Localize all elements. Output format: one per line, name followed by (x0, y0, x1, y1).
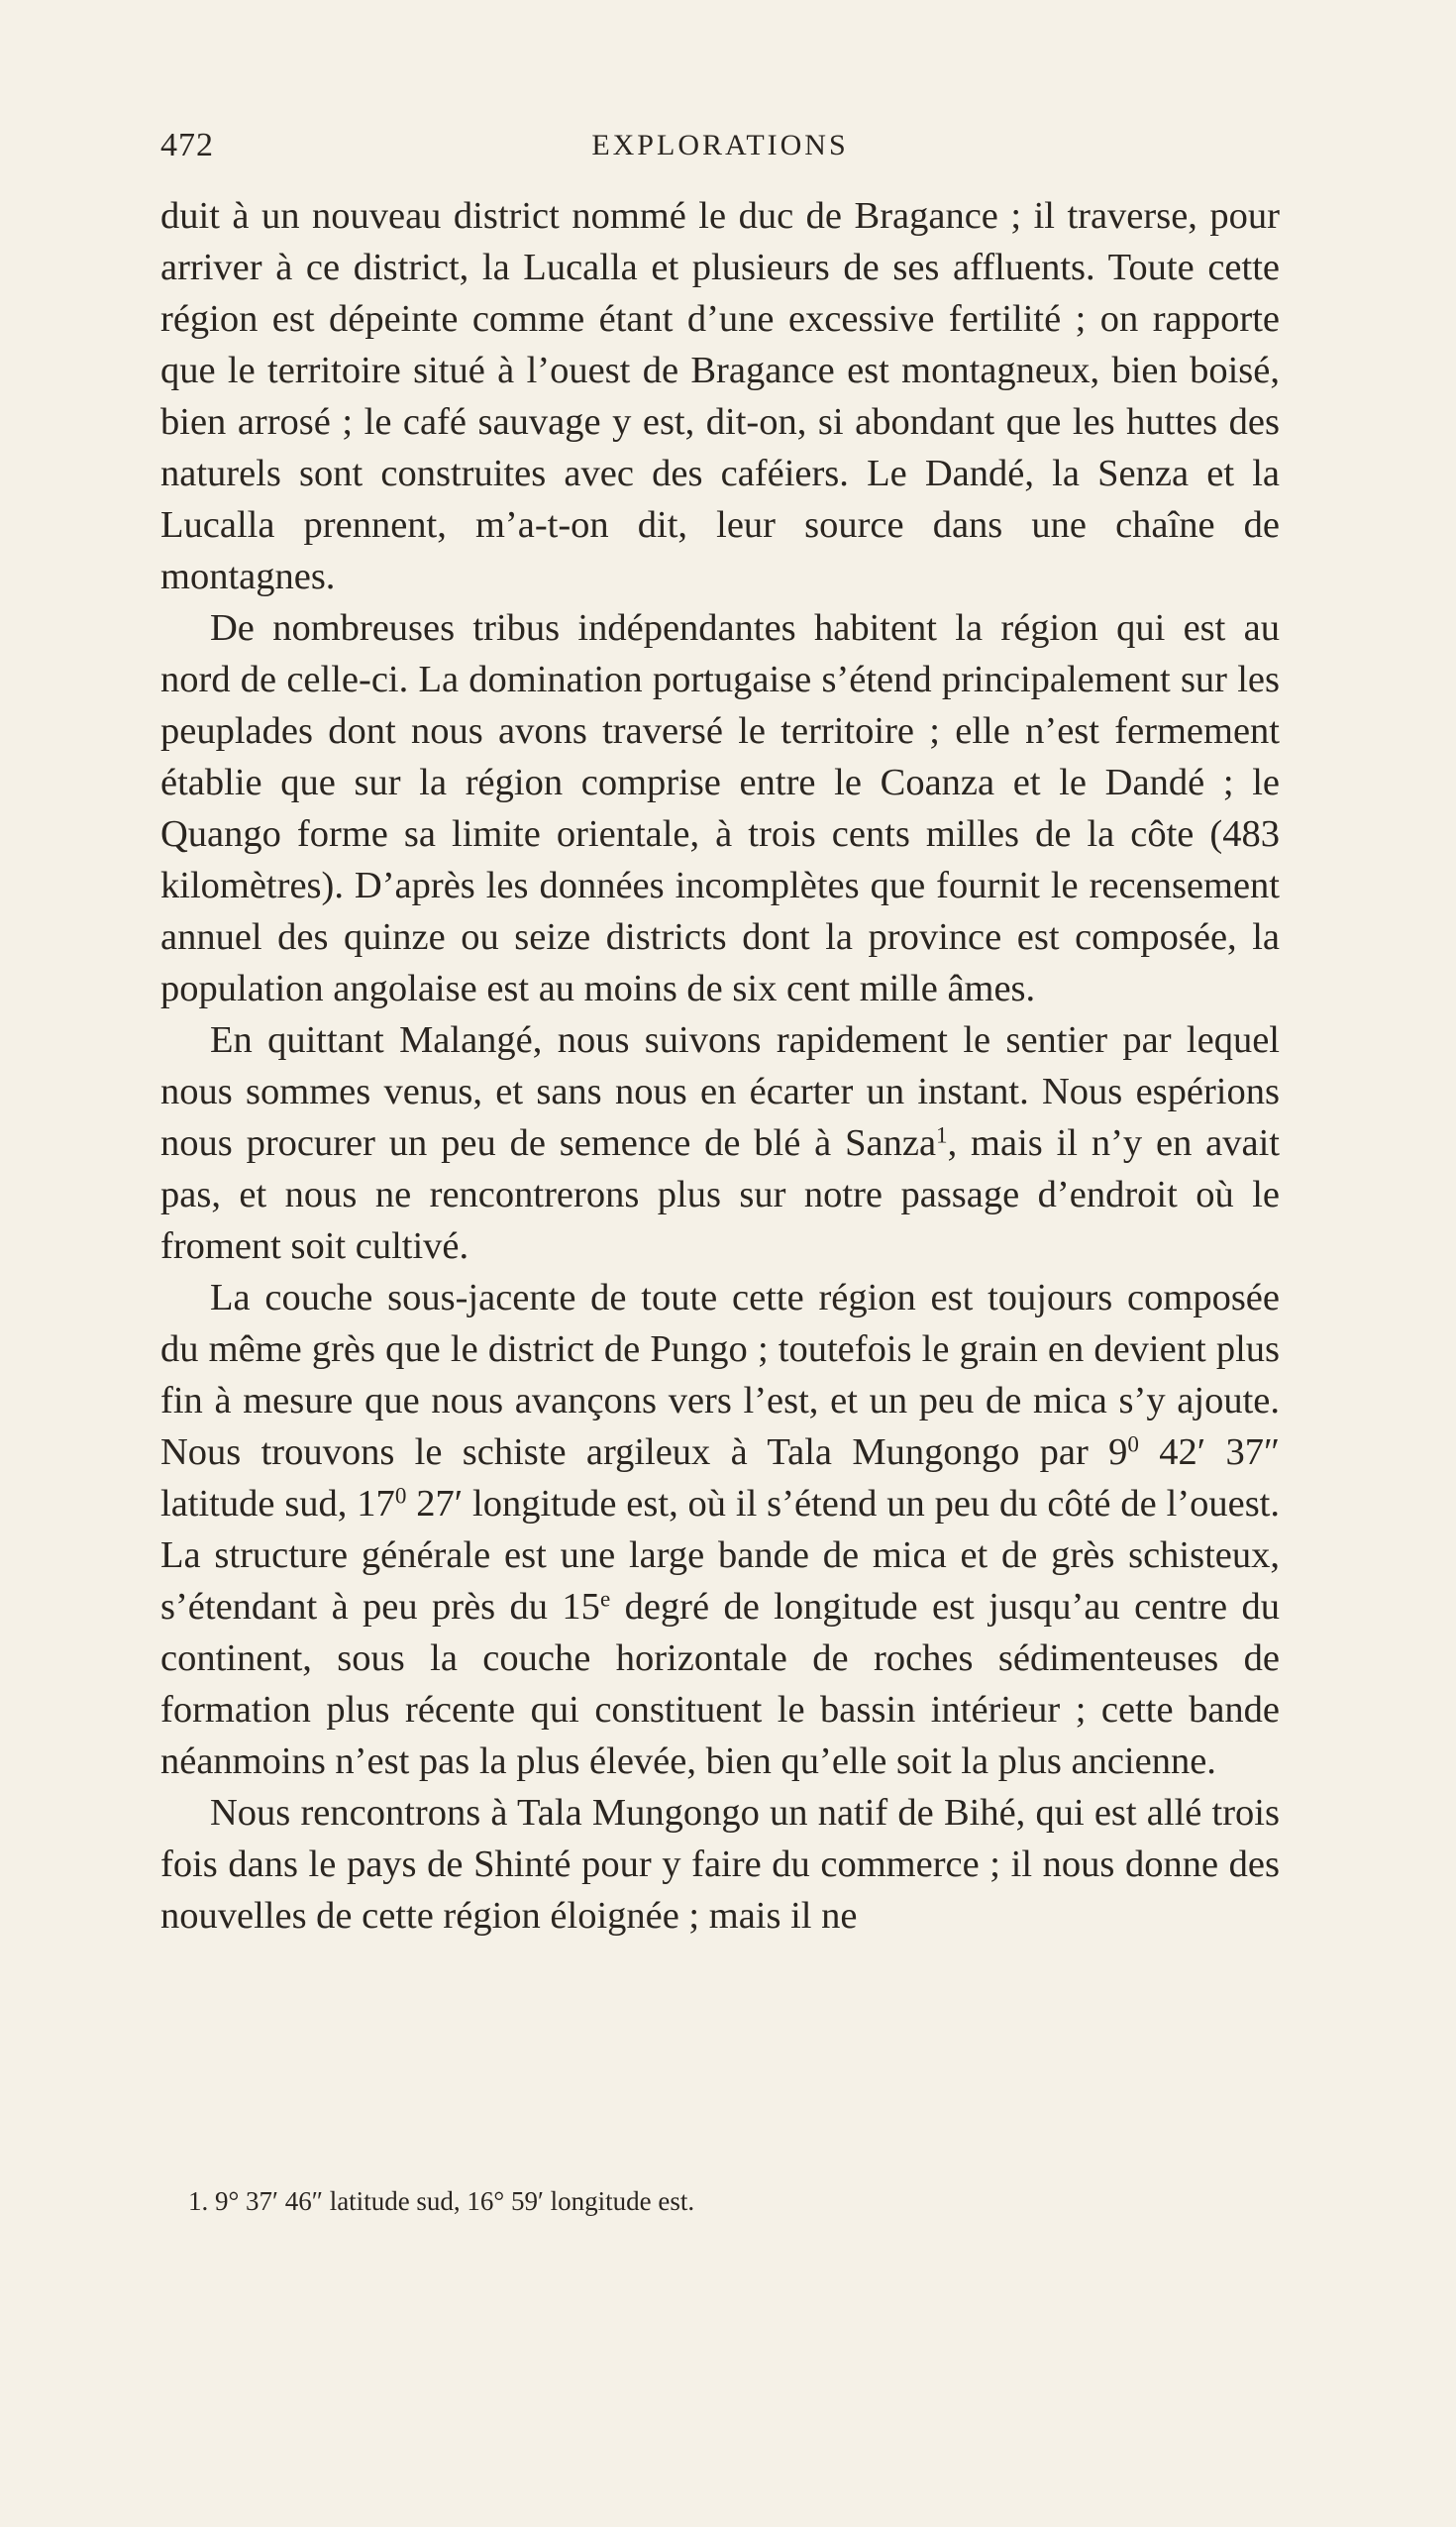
degree-mark: 0 (394, 1482, 407, 1509)
paragraph-2: De nombreuses tribus indépendantes habitent la région qui est au nord de celle-ci. La domination portugaise s’étend principalement sur les peuplades dont nous avons traversé le territoire ; elle n’est fermement établie que sur la région comprise entre le Coanza et le Dandé ; le Quango forme sa limite orientale, à trois cents milles de la côte (483 kilomètres). D’après les données incomplètes que fournit le recensement annuel des quinze ou seize districts dont la province est composée, la population angolaise est au moins de six cent mille âmes. (160, 607, 1280, 1009)
footnote (188, 2183, 1278, 2219)
running-title: EXPLORATIONS (591, 129, 849, 161)
degree-mark: 0 (1127, 1430, 1139, 1457)
paragraph-5: Nous rencontrons à Tala Mungongo un natif de Bihé, qui est allé trois fois dans le pays de Shinté pour y faire du commerce ; il nous donne des nouvelles de cette région éloignée ; mais il ne (160, 1792, 1280, 1937)
paragraph-3-text-b: , mais il n’y en avait pas, et nous ne rencontrerons plus sur notre passage d’endroit où le froment soit cultivé. (160, 1122, 1280, 1267)
paragraph-3 (160, 1014, 1280, 1272)
footnote-reference: 1 (936, 1121, 948, 1148)
page-header (160, 127, 1280, 170)
paragraph-1: duit à un nouveau district nommé le duc de Bragance ; il traverse, pour arriver à ce district, la Lucalla et plusieurs de ses affluents. Toute cette région est dépeinte comme étant d’une excessive fertilité ; on rapporte que le territoire situé à l’ouest de Bragance est montagneux, bien boisé, bien arrosé ; le café sauvage y est, dit-on, si abondant que les huttes des naturels sont construites avec des caféiers. Le Dandé, la Senza et la Lucalla prennent, m’a-t-on dit, leur source dans une chaîne de montagnes. (160, 195, 1280, 597)
ordinal-mark: e (599, 1585, 611, 1612)
footnote-number: 1. (188, 2186, 209, 2216)
footnote-text: 9° 37′ 46″ latitude sud, 16° 59′ longitude est. (215, 2186, 695, 2216)
body-text (160, 190, 1280, 1942)
page-number: 472 (160, 127, 214, 163)
paragraph-4-text-c: 27′ longitude est, où il s’étend un peu du côté de l’ouest. La structure générale est une large bande de mica et de grès schisteux, s’étendant à peu près du 15 (160, 1483, 1280, 1628)
paragraph-4 (160, 1272, 1280, 1787)
paragraph-4-text-b: 42′ 37″ latitude sud, 17 (160, 1431, 1280, 1525)
paragraph-3-text-a: En quittant Malangé, nous suivons rapidement le sentier par lequel nous sommes venus, et sans nous en écarter un instant. Nous espérions nous procurer un peu de semence de blé à Sanza (160, 1019, 1280, 1164)
paragraph-4-text-d: degré de longitude est jusqu’au centre du continent, sous la couche horizontale de roches sédimenteuses de formation plus récente qui constituent le bassin intérieur ; cette bande néanmoins n’est pas la plus élevée, bien qu’elle soit la plus ancienne. (160, 1586, 1281, 1782)
paragraph-4-text-a: La couche sous-jacente de toute cette région est toujours composée du même grès que le district de Pungo ; toutefois le grain en devient plus fin à mesure que nous avançons vers l’est, et un peu de mica s’y ajoute. Nous trouvons le schiste argileux à Tala Mungongo par 9 (160, 1277, 1280, 1473)
